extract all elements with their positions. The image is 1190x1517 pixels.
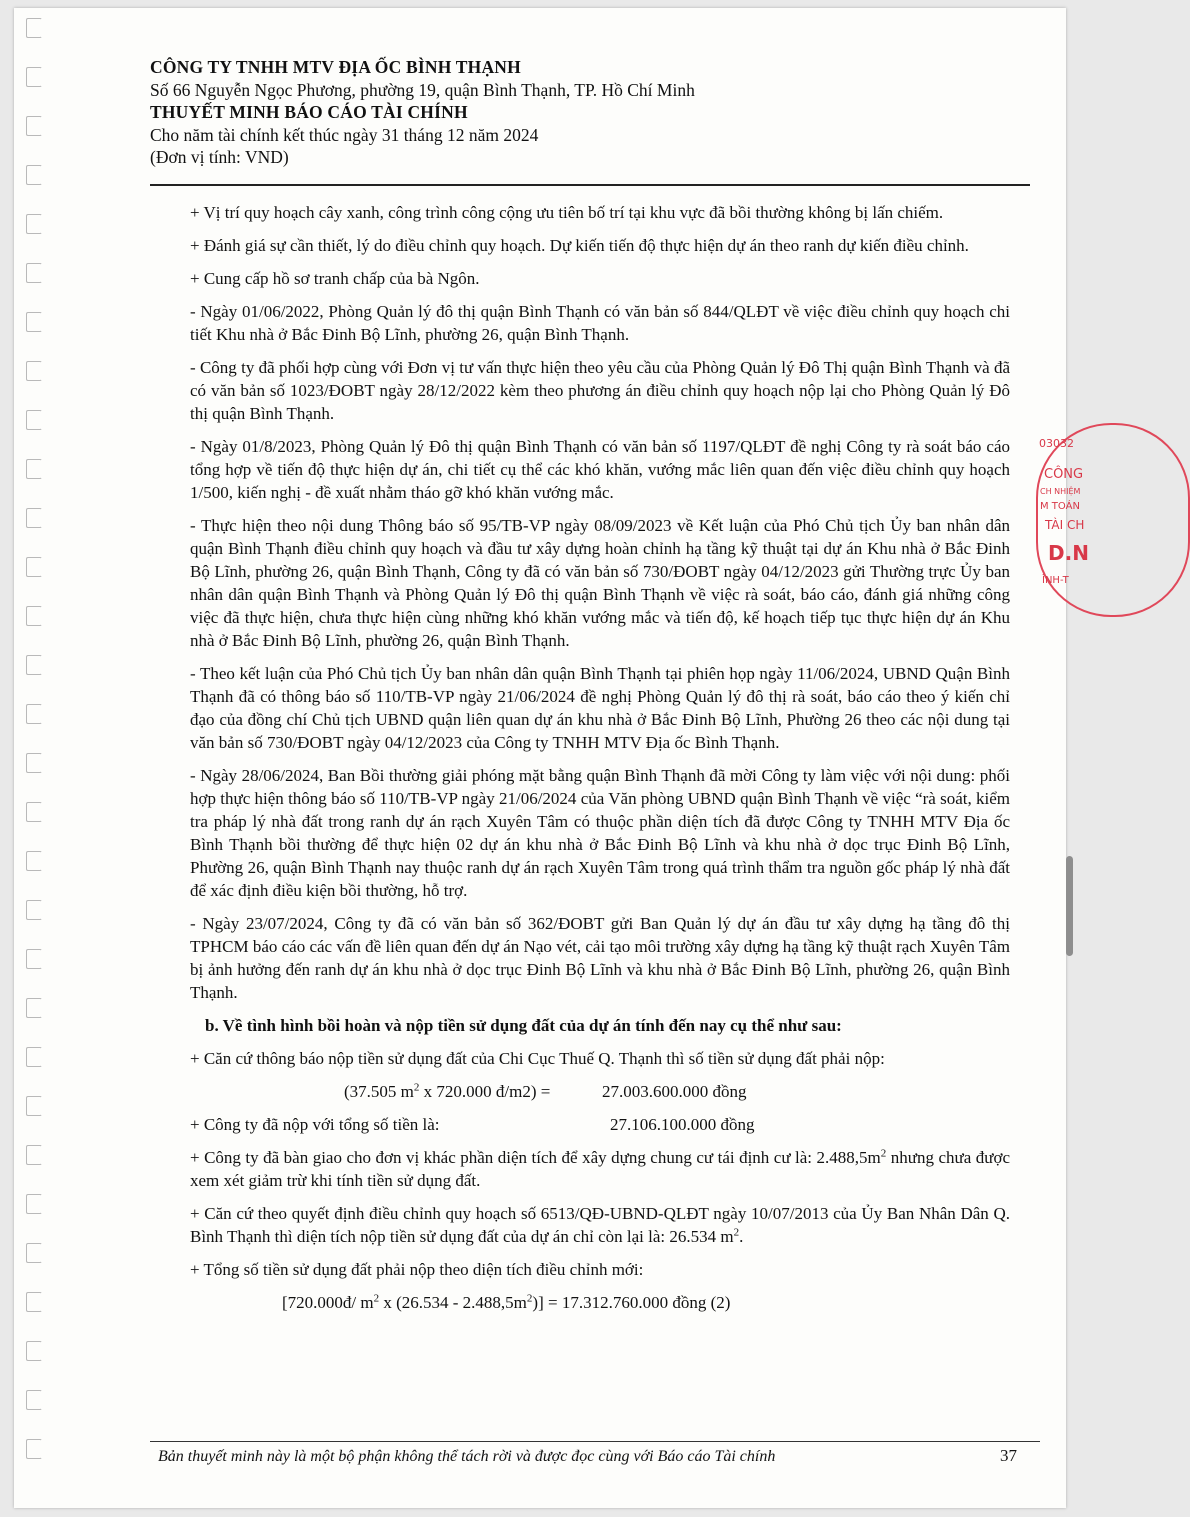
stamp-text: ÌNH-T [1042,575,1069,586]
stamp-text: 03032 [1039,437,1074,450]
binder-ring [26,1341,42,1361]
binder-ring [26,655,42,675]
binder-ring [26,18,42,38]
binder-holes [20,18,50,1498]
calc-1-formula [344,1080,602,1103]
binder-ring [26,1096,42,1116]
binder-ring [26,557,42,577]
footer-divider [150,1441,1040,1442]
document-header [150,56,1030,169]
binder-ring [26,851,42,871]
calc-line-2 [282,1291,1010,1314]
calc-line-1 [344,1080,1010,1103]
paid-label: + Công ty đã nộp với tổng số tiền là: [190,1115,440,1134]
paragraph: - Công ty đã phối hợp cùng với Đơn vị tư vấn thực hiện theo yêu cầu của Phòng Quản lý Đô Thị quận Bình Thạnh và đã có văn bản số 1023/ĐOBT ngày 28/12/2022 kèm theo phương án điều chỉnh quy hoạch nộp lại cho Phòng Quản lý Đô thị quận Bình Thạnh. [190,358,1010,423]
red-stamp [1036,423,1089,613]
decision-sup: 2 [733,1226,740,1239]
paragraph: - Ngày 28/06/2024, Ban Bồi thường giải phóng mặt bằng quận Bình Thạnh đã mời Công ty làm việc với nội dung: phối hợp thực hiện thông báo số 110/TB-VP ngày 21/06/2024 của Văn phòng UBND quận Bình Thạnh về việc “rà soát, kiểm tra pháp lý nhà đất trong ranh dự án rạch Xuyên Tâm có thuộc phần diện tích đã được Công ty TNHH MTV Địa ốc Bình Thạnh bồi thường để thực hiện 02 dự án khu nhà ở Bắc Đinh Bộ Lĩnh và khu nhà ở dọc trục Đinh Bộ Lĩnh, Phường 26, quận Bình Thạnh nay thuộc ranh dự án rạch Xuyên Tâm trong quá trình thẩm tra nguồn gốc pháp lý nhà đất để xác định điều kiện bồi thường, hỗ trợ. [190,766,1010,900]
binder-ring [26,949,42,969]
scrollbar-thumb[interactable] [1066,856,1073,956]
section-b-heading: b. Về tình hình bồi hoàn và nộp tiền sử dụng đất của dự án tính đến nay cụ thể như sau: [205,1016,842,1035]
handover-text-2: nhưng chưa được xem xét giảm trừ khi tính tiền sử dụng đất. [190,1148,1010,1190]
footer-note: Bản thuyết minh này là một bộ phận không thể tách rời và được đọc cùng với Báo cáo Tài chính [158,1448,776,1465]
binder-ring [26,410,42,430]
document-body [190,201,1010,1322]
currency-unit: (Đơn vị tính: VND) [150,147,289,167]
stamp-text: M TOÁN [1040,501,1080,512]
calc-2-b: x (26.534 - 2.488,5m [379,1293,527,1312]
paragraph: - Thực hiện theo nội dung Thông báo số 95/TB-VP ngày 08/09/2023 về Kết luận của Phó Chủ tịch Ủy ban nhân dân quận Bình Thạnh điều chỉnh quy hoạch và đầu tư xây dựng hoàn chỉnh hạ tầng kỹ thuật tại dự án Khu nhà ở Bắc Đinh Bộ Lĩnh, phường 26, quận Bình Thạnh, Công ty đã có văn bản số 730/ĐOBT ngày 04/12/2023 gửi Thường trực Ủy ban nhân dân quận Bình Thạnh và Phòng Quản lý Đô thị quận Bình Thạnh về việc rà soát, báo cáo, đánh giá những công việc đã thực hiện, chưa thực hiện cùng những khó khăn vướng mắc và tiến độ, kế hoạch tiếp tục thực hiện dự án Khu nhà ở Bắc Đinh Bộ Lĩnh, phường 26, quận Bình Thạnh. [190,516,1010,650]
binder-ring [26,1243,42,1263]
paragraph: - Ngày 01/8/2023, Phòng Quản lý Đô thị quận Bình Thạnh có văn bản số 1197/QLĐT đề nghị Công ty rà soát báo cáo tổng hợp về tiến độ thực hiện dự án, chi tiết cụ thể các khó khăn, vướng mắc liên quan đến việc điều chỉnh quy hoạch 1/500, kiến nghị - đề xuất nhằm tháo gỡ khó khăn vướng mắc. [190,437,1010,502]
total-label: + Tổng số tiền sử dụng đất phải nộp theo diện tích điều chỉnh mới: [190,1260,644,1279]
binder-ring [26,1439,42,1459]
calc-2-c: )] = 17.312.760.000 đồng (2) [532,1293,731,1312]
paragraph: - Ngày 23/07/2024, Công ty đã có văn bản số 362/ĐOBT gửi Ban Quản lý dự án đầu tư xây dựng hạ tầng đô thị TPHCM báo cáo các vấn đề liên quan đến dự án Nạo vét, cải tạo môi trường xây dựng hạ tầng kỹ thuật rạch Xuyên Tâm bị ảnh hưởng đến ranh dự án khu nhà ở dọc trục Đinh Bộ Lĩnh và khu nhà ở Bắc Đinh Bộ Lĩnh, phường 26, quận Bình Thạnh. [190,914,1010,1002]
decision-end: . [739,1227,744,1246]
paragraph: + Vị trí quy hoạch cây xanh, công trình công cộng ưu tiên bố trí tại khu vực đã bồi thường không bị lấn chiếm. [190,203,944,222]
binder-ring [26,1292,42,1312]
calc-1-pre: (37.505 m [344,1082,414,1101]
handover-sup: 2 [880,1147,887,1160]
calc-2-a: [720.000đ/ m [282,1293,374,1312]
binder-ring [26,1194,42,1214]
binder-ring [26,1047,42,1067]
stamp-text: D.N [1048,541,1089,565]
decision-text: + Căn cứ theo quyết định điều chỉnh quy hoạch số 6513/QĐ-UBND-QLĐT ngày 10/07/2013 của Ủy Ban Nhân Dân Q. Bình Thạnh thì diện tích nộp tiền sử dụng đất của dự án chỉ còn lại là: 26.534 m [190,1204,1010,1246]
binder-ring [26,116,42,136]
handover-paragraph [190,1146,1010,1192]
binder-ring [26,263,42,283]
binder-ring [26,900,42,920]
binder-ring [26,606,42,626]
binder-ring [26,312,42,332]
company-address: Số 66 Nguyễn Ngọc Phương, phường 19, quận Bình Thạnh, TP. Hồ Chí Minh [150,79,695,100]
binder-ring [26,1390,42,1410]
fiscal-period: Cho năm tài chính kết thúc ngày 31 tháng 12 năm 2024 [150,124,539,145]
page-number: 37 [1000,1446,1017,1465]
paragraph: - Ngày 01/06/2022, Phòng Quản lý đô thị quận Bình Thạnh có văn bản số 844/QLĐT về việc điều chỉnh quy hoạch chi tiết Khu nhà ở Bắc Đinh Bộ Lĩnh, phường 26, quận Bình Thạnh. [190,302,1010,344]
handover-text: + Công ty đã bàn giao cho đơn vị khác phần diện tích để xây dựng chung cư tái định cư là: 2.488,5m [190,1148,881,1167]
document-title: THUYẾT MINH BÁO CÁO TÀI CHÍNH [150,102,468,122]
company-name: CÔNG TY TNHH MTV ĐỊA ỐC BÌNH THẠNH [150,57,521,77]
tax-notice-line: + Căn cứ thông báo nộp tiền sử dụng đất của Chi Cục Thuế Q. Thạnh thì số tiền sử dụng đất phải nộp: [190,1049,885,1068]
calc-1-result: 27.003.600.000 đồng [602,1082,747,1101]
calc-2-sup-1: 2 [373,1292,380,1305]
stamp-text: TÀI CH [1045,518,1085,532]
calc-1-post: x 720.000 đ/m2) = [419,1082,551,1101]
binder-ring [26,361,42,381]
stamp-text: CÔNG [1044,467,1084,482]
binder-ring [26,1145,42,1165]
binder-ring [26,753,42,773]
binder-ring [26,998,42,1018]
binder-ring [26,704,42,724]
paragraph: + Đánh giá sự cần thiết, lý do điều chỉnh quy hoạch. Dự kiến tiến độ thực hiện dự án theo ranh dự kiến điều chỉnh. [190,236,969,255]
binder-ring [26,508,42,528]
binder-ring [26,459,42,479]
paid-amount-row [190,1113,1010,1136]
stamp-text: CH NHIỆM [1040,487,1081,496]
calc-1-sup: 2 [413,1081,420,1094]
calc-2-sup-2: 2 [526,1292,533,1305]
paid-value: 27.106.100.000 đồng [610,1115,755,1134]
decision-paragraph [190,1202,1010,1248]
paragraph: + Cung cấp hồ sơ tranh chấp của bà Ngôn. [190,269,480,288]
binder-ring [26,165,42,185]
binder-ring [26,214,42,234]
binder-ring [26,67,42,87]
document-page [14,8,1089,1508]
header-divider [150,184,1030,186]
paragraph: - Theo kết luận của Phó Chủ tịch Ủy ban nhân dân quận Bình Thạnh tại phiên họp ngày 11/06/2024, UBND Quận Bình Thạnh đã có thông báo số 110/TB-VP ngày 21/06/2024 đề nghị Phòng Quản lý đô thị rà soát, báo cáo theo ý kiến chỉ đạo của đồng chí Chủ tịch UBND quận liên quan dự án khu nhà ở Bắc Đinh Bộ Lĩnh, Phường 26 theo các nội dung tại văn bản số 730/ĐOBT ngày 04/12/2023 của Công ty TNHH MTV Địa ốc Bình Thạnh. [190,664,1010,752]
binder-ring [26,802,42,822]
